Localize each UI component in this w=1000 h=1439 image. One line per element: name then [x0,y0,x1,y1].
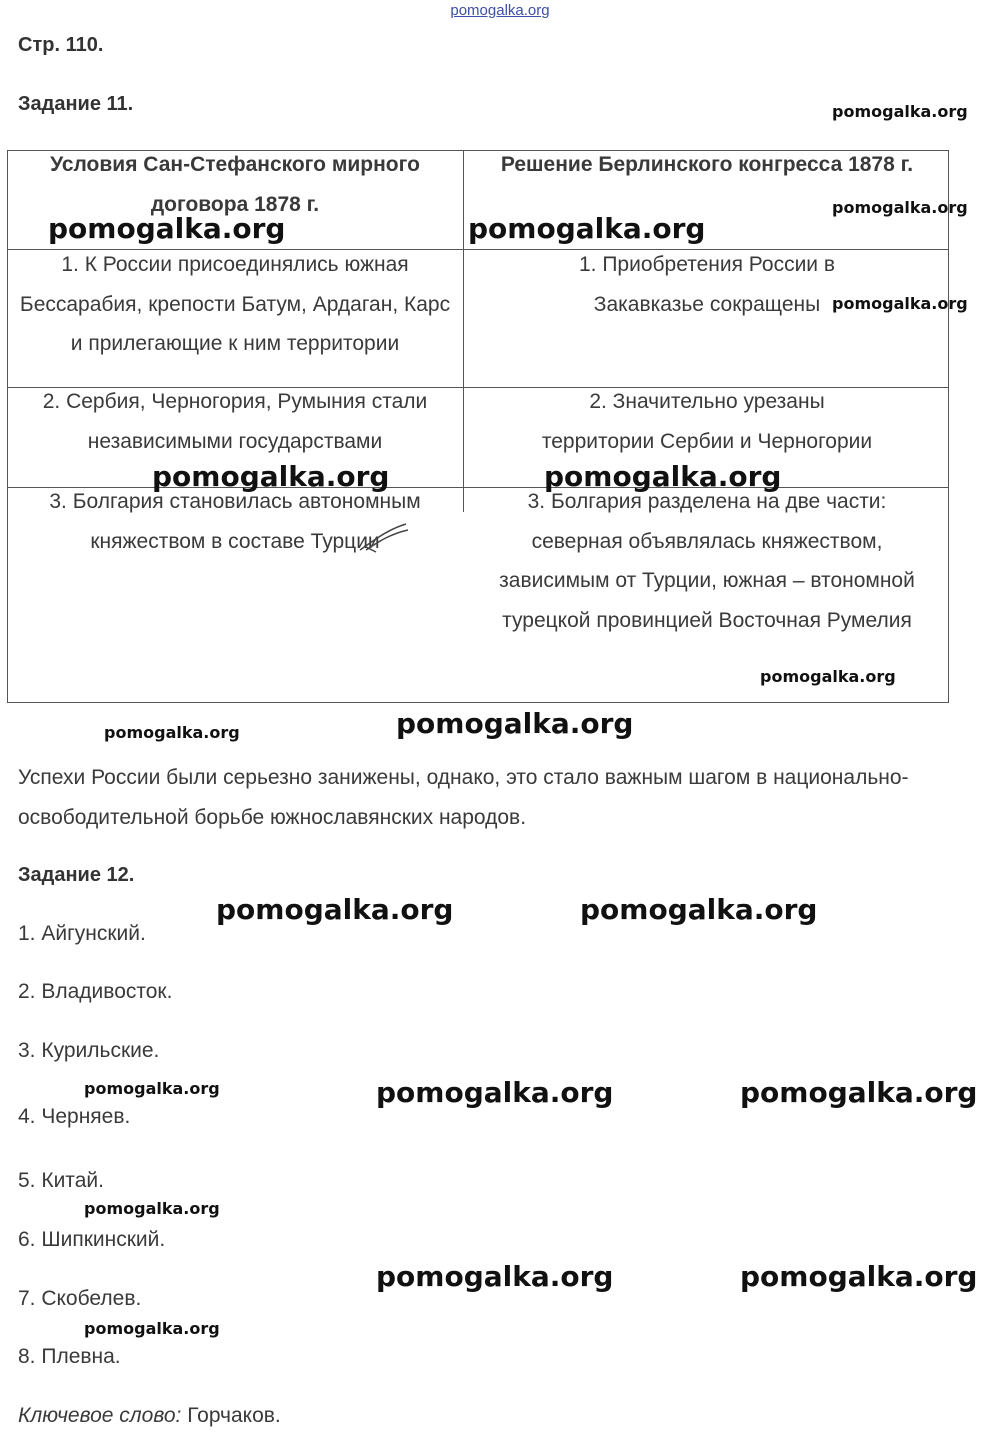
answer-item: 1. Айгунский. [18,922,146,945]
watermark: pomogalka.org [48,212,286,245]
answer-item: 3. Курильские. [18,1039,160,1062]
stamp-mark-icon [356,520,412,554]
table-cell-row2-left: 2. Сербия, Черногория, Румыния стали независимыми государствами [42,390,428,453]
answer-item: 5. Китай. [18,1169,104,1192]
table-column-divider [463,150,464,512]
table-cell-row3-right: 3. Болгария разделена на две части: северная объявлялась княжеством, зависимым от Турции, южная – втономной турецкой провинцией Восточная Румелия [499,490,915,632]
watermark: pomogalka.org [544,460,782,493]
answer-item: 4. Черняев. [18,1105,131,1128]
table-cell-row2-right: 2. Значительно урезаны территории Сербии и Черногории [541,390,873,453]
site-link[interactable]: pomogalka.org [450,2,550,19]
watermark: pomogalka.org [832,102,968,121]
keyword-value: Горчаков. [181,1404,281,1427]
answer-item: 2. Владивосток. [18,980,173,1003]
page-number-heading: Стр. 110. [18,34,104,56]
watermark: pomogalka.org [104,723,240,742]
task-12-heading: Задание 12. [18,864,135,886]
task-11-heading: Задание 11. [18,93,134,115]
watermark: pomogalka.org [832,198,968,217]
keyword-line [18,1404,281,1428]
watermark: pomogalka.org [832,294,968,313]
watermark: pomogalka.org [84,1079,220,1098]
task-11-conclusion: Успехи России были серьезно занижены, однако, это стало важным шагом в национально-освободительной борьбе южнославянских народов. [18,766,909,829]
watermark: pomogalka.org [396,707,634,740]
watermark: pomogalka.org [740,1076,978,1109]
watermark: pomogalka.org [376,1260,614,1293]
table-header-berlin: Решение Берлинского конгресса 1878 г. [500,153,914,176]
watermark: pomogalka.org [152,460,390,493]
watermark: pomogalka.org [760,667,896,686]
watermark: pomogalka.org [580,893,818,926]
watermark: pomogalka.org [376,1076,614,1109]
table-header-san-stefano: Условия Сан-Стефанского мирного договора 1878 г. [50,153,420,216]
table-cell-row3-left: 3. Болгария становилась автономным княжеством в составе Турции [49,490,421,553]
answer-item: 8. Плевна. [18,1345,121,1368]
watermark: pomogalka.org [84,1319,220,1338]
table-cell-row1-right: 1. Приобретения России в Закавказье сокращены [578,253,836,316]
table-cell-row1-left: 1. К России присоединялись южная Бессарабия, крепости Батум, Ардаган, Карс и прилегающие к ним территории [19,253,451,355]
keyword-label: Ключевое слово: [18,1404,182,1427]
watermark: pomogalka.org [84,1199,220,1218]
answer-item: 6. Шипкинский. [18,1228,166,1251]
watermark: pomogalka.org [468,212,706,245]
watermark: pomogalka.org [740,1260,978,1293]
answer-item: 7. Скобелев. [18,1287,142,1310]
watermark: pomogalka.org [216,893,454,926]
